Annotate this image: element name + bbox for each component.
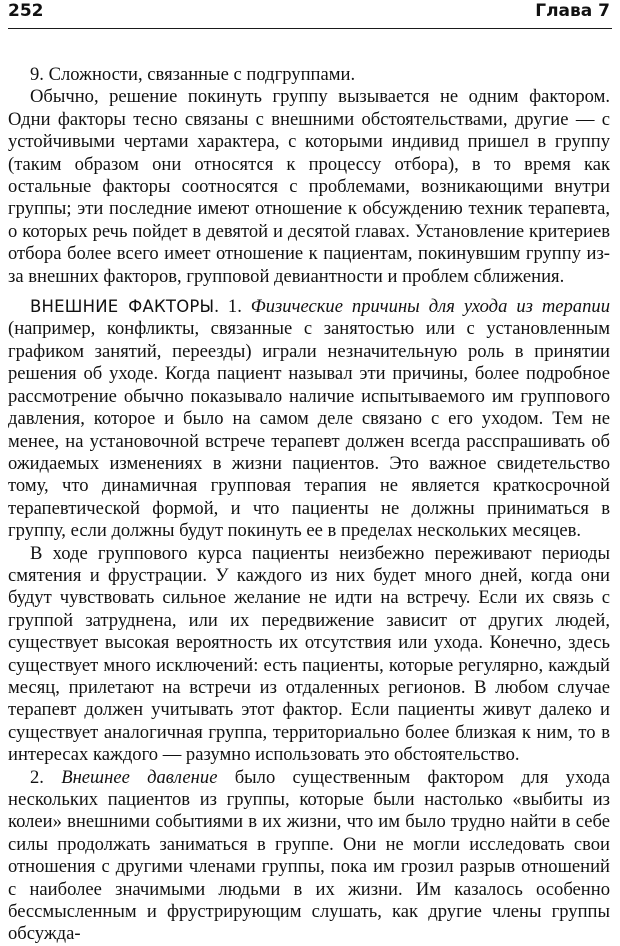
- running-header: [8, 0, 612, 29]
- paragraph-text: 9. Сложности, связанные с подгруппами.: [30, 64, 356, 85]
- paragraph-text: было существенным фактором для ухода нескольких пациентов из группы, которые были настолько «выбиты из колеи» внешними событиями в их жизни, что им было трудно найти в себе силы продолжать заниматься в группе. Они не могли исследовать свои отношения с другими членами группы, пока им грозил разрыв отношений с наиболее значимыми людьми в их жизни. Им казалось особенно бессмысленным и фрустрирующим слушать, как другие члены группы обсужда-: [8, 766, 611, 945]
- paragraph-subgroups-item: [8, 64, 610, 86]
- item-number: . 1.: [214, 296, 251, 318]
- paragraph-text: В ходе группового курса пациенты неизбежно переживают периоды смятения и фрустрации. У каждого из них будет много дней, когда они будут чувствовать сильное желание не идти на встречу. Если их связь с группой затруднена, или их передвижение зависит от других людей, существует высокая вероятность их отсутствия или ухода. Конечно, здесь существует много исключений: есть пациенты, которые регулярно, каждый месяц, прилетают на встречи из отдаленных регионов. В любом случае терапевт должен учитывать этот фактор. Если пациенты живут далеко и существует аналогичная группа, территориально более близкая к ним, то в интересах каждого — разумно использовать это обстоятельство.: [8, 542, 610, 766]
- italic-term: Физические причины для ухода из терапии: [250, 296, 610, 318]
- body-text: [8, 64, 612, 946]
- paragraph-frustration-periods: [8, 543, 610, 767]
- chapter-title: Глава 7: [535, 1, 610, 21]
- paragraph-text: (например, конфликты, связанные с занятостью или с установленным графиком занятий, переезды) играли незначительную роль в принятии решения об уходе. Когда пациент называл эти причины, более подробное рассмотрение обычно показывало наличие испытываемого им группового давления, которое и было на самом деле связано с его уходом. Тем не менее, на установочной встрече терапевт должен всегда расспрашивать об ожидаемых изменениях в жизни пациентов. Это важное свидетельство тому, что динамичная групповая терапия не является краткосрочной терапевтической формой, и что пациенты не должны приниматься в группу, если должны будут покинуть ее в пределах нескольких месяцев.: [8, 318, 610, 542]
- section-heading: ВНЕШНИЕ ФАКТОРЫ: [30, 297, 215, 317]
- page-number: 252: [8, 1, 44, 21]
- paragraph-external-factors: [8, 296, 610, 542]
- paragraph-multiple-factors: [8, 86, 610, 288]
- italic-term: Внешнее давление: [61, 766, 218, 788]
- paragraph-external-pressure: [8, 767, 610, 946]
- item-number: 2.: [30, 766, 62, 788]
- paragraph-text: Обычно, решение покинуть группу вызывается не одним фактором. Одни факторы тесно связаны с внешними обстоятельствами, другие — с устойчивыми чертами характера, с которыми индивид пришел в группу (таким образом они относятся к процессу отбора), в то время как остальные факторы соотносятся с проблемами, возникающими внутри группы; эти последние имеют отношение к обсуждению техник терапевта, о которых речь пойдет в девятой и десятой главах. Установление критериев отбора более всего имеет отношение к пациентам, покинувшим группу из-за внешних факторов, групповой девиантности и проблем сближения.: [8, 86, 610, 287]
